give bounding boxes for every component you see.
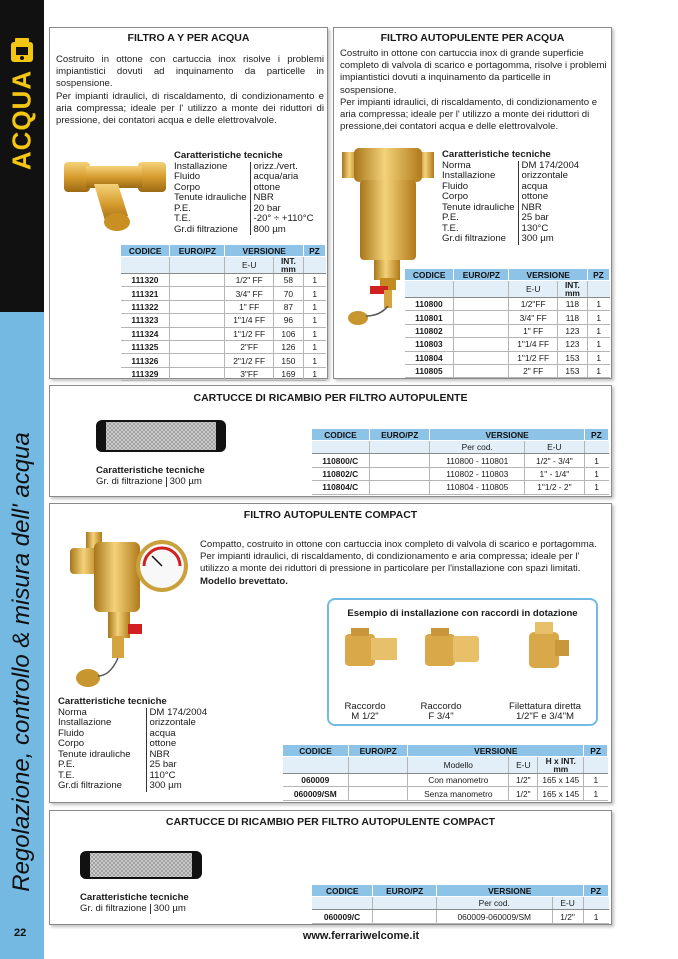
table-cell: 1/2" (509, 774, 538, 787)
table-cell: 1"1/2 FF (225, 327, 273, 340)
table-cell (349, 787, 408, 800)
table-row (405, 311, 610, 324)
cartridge-compact-image (78, 847, 204, 883)
col-header-euro: EURO/PZ (349, 745, 408, 757)
table-cell: 1 (584, 481, 608, 494)
spec-title: Caratteristiche tecniche (174, 150, 283, 161)
table-cell: 110804/C (312, 481, 370, 494)
table-cell: 111320 (121, 274, 170, 287)
y-filter-image (60, 146, 170, 234)
table-row (121, 287, 326, 300)
table-row (312, 454, 609, 467)
spec-value: NBR (146, 750, 210, 761)
table-row (121, 340, 326, 353)
table-cell (369, 481, 430, 494)
table-row (121, 327, 326, 340)
spec-value: orizz./vert. (250, 162, 316, 173)
panel-title: CARTUCCE DI RICAMBIO PER FILTRO AUTOPULENTE COMPACT (165, 816, 496, 828)
table-cell (454, 324, 509, 337)
table-cell: 1 (587, 298, 609, 311)
table-cell: 1 (303, 340, 325, 353)
col-header-euro: EURO/PZ (369, 429, 430, 441)
table-cell: 2"FF (225, 340, 273, 353)
table-cell: 1/2" (552, 910, 583, 923)
spec-label: P.E. (442, 212, 459, 223)
spec-label: T.E. (442, 222, 459, 234)
spec-value: 300 µm (518, 234, 582, 245)
install-caption: Raccordo F 3/4" (420, 701, 462, 722)
installation-title: Esempio di installazione con raccordi in dotazione (347, 608, 578, 619)
table-cell (170, 367, 225, 380)
table-cell (170, 340, 225, 353)
table-cell (454, 364, 509, 377)
patent-note: Modello brevettato. (200, 575, 288, 587)
col-header-versione: VERSIONE (225, 245, 303, 257)
table-cell (170, 327, 225, 340)
table-row (405, 351, 610, 364)
spec-label: Gr. di filtrazione (80, 902, 147, 914)
table-cell: 1/2"FF (509, 298, 557, 311)
table-cell (170, 274, 225, 287)
spec-label: Corpo (174, 181, 201, 193)
subheader-eu: E-U (552, 897, 583, 910)
table-cell: 1 (303, 287, 325, 300)
table-cell: 87 (273, 300, 303, 313)
table-cell (349, 774, 408, 787)
table-cell: 110803 (405, 338, 454, 351)
spec-block (80, 893, 189, 914)
table-row (121, 274, 326, 287)
table-cell: 110802 (405, 324, 454, 337)
subheader-eu: E-U (509, 281, 557, 298)
table-cell: 110800 (405, 298, 454, 311)
spec-value: DM 174/2004 (146, 708, 210, 719)
product-table (282, 744, 608, 801)
table-cell: 060009/SM (283, 787, 349, 800)
table-cell (454, 311, 509, 324)
spec-value: orizzontale (518, 171, 582, 182)
spec-value: ottone (250, 183, 316, 194)
table-cell (369, 467, 430, 480)
spec-label: Fluido (442, 180, 469, 192)
table-row (121, 354, 326, 367)
spec-label: T.E. (58, 769, 75, 781)
table-cell: 110804 (405, 351, 454, 364)
table-cell: 111321 (121, 287, 170, 300)
spec-value: 25 bar (146, 760, 210, 771)
spec-label: Installazione (58, 717, 112, 728)
table-row (121, 314, 326, 327)
description-usage: Per impianti idraulici, di riscaldamento, di condizionamento e aria compressa; ideale per l' utilizzo a monte dei riduttori di pressione,dei contatori acqua e delle elettrovalvole. (340, 96, 598, 133)
table-cell: 111326 (121, 354, 170, 367)
panel-title: CARTUCCE DI RICAMBIO PER FILTRO AUTOPULENTE (193, 392, 468, 404)
panel-filtro-autopulente (333, 27, 612, 379)
col-header-versione: VERSIONE (408, 745, 584, 757)
spec-block (96, 466, 205, 487)
spec-label: Gr.di filtrazione (58, 780, 122, 791)
table-cell (373, 910, 436, 923)
col-header-pz: PZ (303, 245, 325, 257)
table-cell: 1 (303, 354, 325, 367)
spec-label: P.E. (174, 202, 191, 214)
installation-example (327, 598, 598, 726)
table-cell: 165 x 145 (538, 787, 584, 800)
table-cell: 3"FF (225, 367, 273, 380)
table-cell: 123 (557, 338, 587, 351)
spec-label: Tenute idrauliche (58, 748, 131, 760)
table-cell: 2"1/2 FF (225, 354, 273, 367)
spec-label: Gr. di filtrazione (96, 475, 163, 487)
col-header-pz: PZ (584, 429, 608, 441)
spec-title: Caratteristiche tecniche (96, 465, 205, 476)
table-cell: 1"1/2 - 2" (525, 481, 585, 494)
cartridge-image (94, 416, 228, 456)
subheader-eu: E-U (225, 257, 273, 274)
spec-value: 300 µm (166, 477, 205, 488)
col-header-codice: CODICE (121, 245, 170, 257)
col-header-euro: EURO/PZ (373, 885, 436, 897)
table-cell: 96 (273, 314, 303, 327)
col-header-versione: VERSIONE (430, 429, 584, 441)
table-cell (369, 454, 430, 467)
spec-label: Fluido (174, 171, 201, 182)
table-cell: 1 (587, 351, 609, 364)
table-cell: 1 (303, 314, 325, 327)
col-header-versione: VERSIONE (436, 885, 583, 897)
table-cell: 1 (587, 338, 609, 351)
spec-label: Gr.di filtrazione (442, 233, 506, 244)
col-header-codice: CODICE (312, 885, 373, 897)
table-cell (170, 300, 225, 313)
spec-label: Fluido (58, 727, 85, 739)
table-cell: 1" FF (509, 324, 557, 337)
table-cell: 1/2" (509, 787, 538, 800)
table-cell: 110802/C (312, 467, 370, 480)
panel-filtro-y (49, 27, 328, 379)
table-cell: 169 (273, 367, 303, 380)
table-cell: 1"1/4 FF (509, 338, 557, 351)
spec-label: Norma (442, 159, 471, 171)
spec-value: 130°C (518, 224, 582, 235)
table-cell: 1 (584, 454, 608, 467)
table-cell: 1 (587, 364, 609, 377)
subheader-percod: Per cod. (436, 897, 552, 910)
panel-title: FILTRO AUTOPULENTE COMPACT (243, 509, 418, 521)
direct-thread-image (519, 620, 571, 672)
table-cell: 111322 (121, 300, 170, 313)
table-cell: 111325 (121, 340, 170, 353)
table-cell: 153 (557, 351, 587, 364)
panel-title: FILTRO AUTOPULENTE PER ACQUA (380, 32, 565, 44)
subheader-modello: Modello (408, 757, 509, 774)
table-row (283, 787, 608, 800)
footer-website-link[interactable]: www.ferrariwelcome.it (302, 930, 420, 942)
subheader-eu: E-U (525, 441, 585, 454)
sidebar-category-label: ACQUA (6, 69, 37, 171)
table-cell: 150 (273, 354, 303, 367)
spec-title: Caratteristiche tecniche (80, 892, 189, 903)
description: Costruito in ottone con cartuccia inox risolve i problemi impiantistici dovuti ad inquinamento da particelle in sospensione. (56, 54, 324, 90)
table-cell: 1 (303, 274, 325, 287)
product-table (404, 268, 610, 378)
compact-filter-image (60, 526, 198, 698)
table-row (312, 910, 609, 923)
table-cell: 110800 - 110801 (430, 454, 525, 467)
product-table (120, 244, 326, 381)
spec-block (174, 151, 317, 235)
table-row (283, 774, 608, 787)
table-cell: 111329 (121, 367, 170, 380)
col-header-pz: PZ (584, 745, 608, 757)
description: Costruito in ottone con cartuccia inox di grande superficie completo di valvola di scarico e portagomma, risolve i problemi impiantistici dovuti a inquinamento da particelle in sospensione. (340, 48, 607, 96)
table-cell: Con manometro (408, 774, 509, 787)
spec-label: Corpo (442, 191, 469, 202)
table-cell: 3/4" FF (509, 311, 557, 324)
subheader-int: INT. mm (557, 281, 587, 298)
table-cell: 126 (273, 340, 303, 353)
col-header-codice: CODICE (312, 429, 370, 441)
table-cell (170, 314, 225, 327)
table-cell: 1 (587, 311, 609, 324)
col-header-euro: EURO/PZ (170, 245, 225, 257)
col-header-pz: PZ (583, 885, 608, 897)
description: Compatto, costruito in ottone con cartuccia inox completo di valvola di scarico e portagomma. Per impianti idraulici, di riscaldamento, di condizionamento e aria compressa; ideale per l' utilizzo a monte dei riduttori di pressione in particolare per l'installazione con spazi limitati. (200, 539, 597, 575)
panel-cartucce (49, 385, 612, 497)
table-cell (454, 351, 509, 364)
product-table (311, 884, 609, 924)
spec-label: Tenute idrauliche (174, 192, 247, 203)
table-cell: 1 (584, 774, 608, 787)
table-cell: 123 (557, 324, 587, 337)
spec-value: 20 bar (250, 204, 316, 215)
table-cell (170, 287, 225, 300)
table-cell: 110804 - 110805 (430, 481, 525, 494)
table-cell: 110805 (405, 364, 454, 377)
fitting-male-image (341, 626, 403, 672)
col-header-versione: VERSIONE (509, 269, 587, 281)
subheader-hxint: H x INT. mm (538, 757, 584, 774)
table-cell (454, 338, 509, 351)
table-row (405, 364, 610, 377)
panel-cartucce-compact (49, 810, 612, 925)
spec-value: 25 bar (518, 213, 582, 224)
spec-value: -20° ÷ +110°C (250, 214, 316, 225)
table-cell: 118 (557, 311, 587, 324)
table-cell: 1 (583, 910, 608, 923)
table-cell: 1 (584, 467, 608, 480)
table-cell: 70 (273, 287, 303, 300)
table-row (121, 367, 326, 380)
col-header-codice: CODICE (283, 745, 349, 757)
table-cell: 110802 - 110803 (430, 467, 525, 480)
table-row (405, 298, 610, 311)
table-cell: 111324 (121, 327, 170, 340)
table-row (312, 481, 609, 494)
col-header-euro: EURO/PZ (454, 269, 509, 281)
description-usage: Per impianti idraulici, di riscaldamento, di condizionamento e aria compressa; ideale per l' utilizzo a monte dei riduttori di pressione, dei contatori acqua e delle elettrovalvole. (56, 90, 324, 127)
table-row (405, 324, 610, 337)
table-row (121, 300, 326, 313)
table-cell: 1"1/2 FF (509, 351, 557, 364)
spec-block (58, 697, 210, 792)
spec-value: 800 µm (250, 225, 316, 236)
spec-value: 300 µm (150, 904, 189, 915)
spec-value: ottone (146, 739, 210, 750)
table-cell: 106 (273, 327, 303, 340)
subheader-eu: E-U (509, 757, 538, 774)
table-cell: 060009/C (312, 910, 373, 923)
spec-label: Tenute idrauliche (442, 201, 515, 213)
subheader-int: INT. mm (273, 257, 303, 274)
table-cell: 1 (303, 367, 325, 380)
table-cell: 153 (557, 364, 587, 377)
table-cell: 1/2" - 3/4" (525, 454, 585, 467)
sidebar-section-label: Regolazione, controllo & misura dell' acqua (8, 432, 35, 892)
spec-value: acqua/aria (250, 172, 316, 183)
spec-value: acqua (146, 729, 210, 740)
table-cell: 1 (303, 300, 325, 313)
install-caption: Raccordo M 1/2" (344, 701, 386, 722)
col-header-pz: PZ (587, 269, 609, 281)
fitting-female-image (421, 626, 483, 672)
table-cell: 060009-060009/SM (436, 910, 552, 923)
spec-value: 110°C (146, 771, 210, 782)
table-cell: 111323 (121, 314, 170, 327)
table-cell (170, 354, 225, 367)
table-row (312, 467, 609, 480)
spec-label: Corpo (58, 738, 85, 749)
page-number: 22 (14, 927, 27, 939)
spec-value: acqua (518, 182, 582, 193)
table-cell: 1" - 1/4" (525, 467, 585, 480)
col-header-codice: CODICE (405, 269, 454, 281)
spec-label: Norma (58, 706, 87, 718)
spec-value: orizzontale (146, 718, 210, 729)
table-row (405, 338, 610, 351)
spec-value: NBR (518, 203, 582, 214)
table-cell: 060009 (283, 774, 349, 787)
spec-title: Caratteristiche tecniche (442, 149, 551, 160)
table-cell: 2" FF (509, 364, 557, 377)
spec-title: Caratteristiche tecniche (58, 696, 167, 707)
spec-label: Installazione (442, 170, 496, 181)
table-cell: 118 (557, 298, 587, 311)
table-cell (454, 298, 509, 311)
product-table (311, 428, 609, 495)
table-cell: 1"1/4 FF (225, 314, 273, 327)
table-cell: 58 (273, 274, 303, 287)
table-cell: 1 (587, 324, 609, 337)
table-cell: 1 (303, 327, 325, 340)
table-cell: 1 (584, 787, 608, 800)
spec-value: 300 µm (146, 781, 210, 792)
spec-label: Gr.di filtrazione (174, 223, 238, 235)
table-cell: 1" FF (225, 300, 273, 313)
spec-value: ottone (518, 192, 582, 203)
table-cell: 110800/C (312, 454, 370, 467)
spec-label: Installazione (174, 160, 228, 172)
subheader-percod: Per cod. (430, 441, 525, 454)
table-cell: 110801 (405, 311, 454, 324)
spec-label: P.E. (58, 759, 75, 770)
table-cell: 165 x 145 (538, 774, 584, 787)
install-caption: Filettatura diretta 1/2"F e 3/4"M (509, 701, 581, 722)
faucet-icon (8, 36, 36, 66)
spec-block (442, 150, 582, 245)
spec-label: T.E. (174, 213, 191, 224)
table-cell: Senza manometro (408, 787, 509, 800)
table-cell: 3/4" FF (225, 287, 273, 300)
spec-value: DM 174/2004 (518, 161, 582, 172)
panel-title: FILTRO A Y PER ACQUA (127, 32, 250, 44)
spec-value: NBR (250, 193, 316, 204)
table-cell: 1/2" FF (225, 274, 273, 287)
